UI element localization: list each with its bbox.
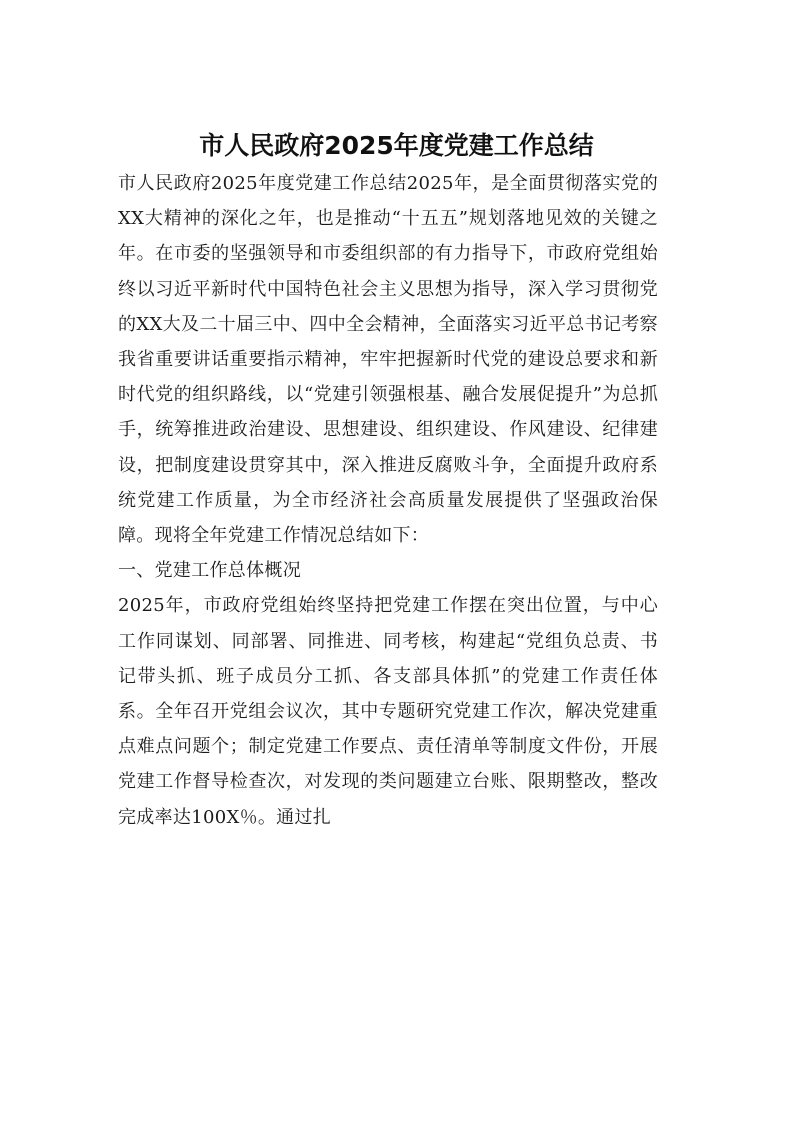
document-body [118, 166, 658, 835]
section-paragraph: 2025年，市政府党组始终坚持把党建工作摆在突出位置，与中心工作同谋划、同部署、同推进、同考核，构建起“党组负总责、书记带头抓、班子成员分工抓、各支部具体抓”的党建工作责任体系。全年召开党组会议次，其中专题研究党建工作次，解决党建重点难点问题个；制定党建工作要点、责任清单等制度文件份，开展党建工作督导检查次，对发现的类问题建立台账、限期整改，整改完成率达100X％。通过扎 [118, 595, 658, 828]
section-heading: 一、党建工作总体概况 [118, 560, 301, 582]
intro-paragraph: 市人民政府2025年度党建工作总结2025年，是全面贯彻落实党的XX大精神的深化之年，也是推动“十五五”规划落地见效的关键之年。在市委的坚强领导和市委组织部的有力指导下，市政府党组始终以习近平新时代中国特色社会主义思想为指导，深入学习贯彻党的XX大及二十届三中、四中全会精神，全面落实习近平总书记考察我省重要讲话重要指示精神，牢牢把握新时代党的建设总要求和新时代党的组织路线，以“党建引领强根基、融合发展促提升”为总抓手，统筹推进政治建设、思想建设、组织建设、作风建设、纪律建设，把制度建设贯穿其中，深入推进反腐败斗争，全面提升政府系统党建工作质量，为全市经济社会高质量发展提供了坚强政治保障。现将全年党建工作情况总结如下： [118, 173, 658, 547]
document-title: 市人民政府2025年度党建工作总结 [199, 131, 594, 160]
